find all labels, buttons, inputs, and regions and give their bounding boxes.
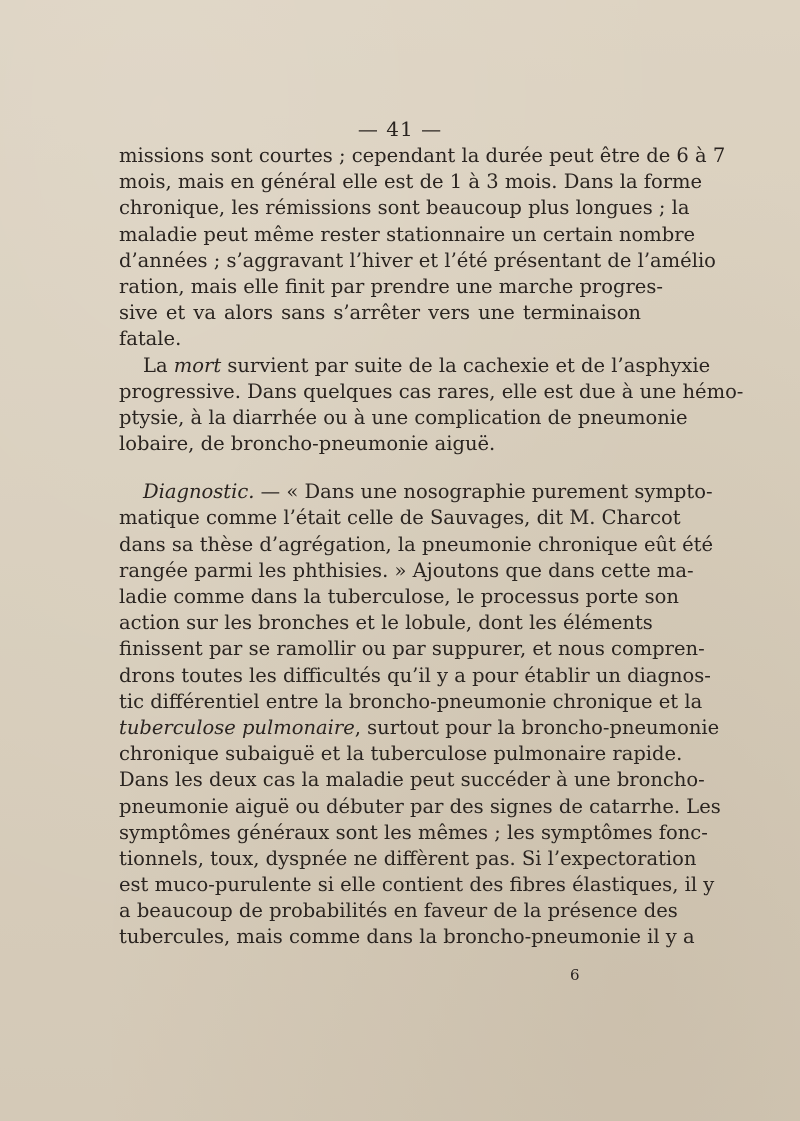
text-line: Diagnostic. — « Dans une nosographie purement sympto- [143,480,713,504]
italic-term: mort [173,353,222,377]
text-line: chronique, les rémissions sont beaucoup plus longues ; la [119,196,690,220]
text-line: a beaucoup de probabilités en faveur de la présence des [119,899,678,923]
italic-term: tuberculose pulmonaire [119,715,355,739]
body-text [119,143,744,951]
text-line: symptômes généraux sont les mêmes ; les symptômes fonc- [119,820,708,844]
text-line: tuberculose pulmonaire, surtout pour la broncho-pneumonie [119,715,720,739]
text-line: ptysie, à la diarrhée ou à une complication de pneumonie [119,405,688,429]
text-line: tubercules, mais comme dans la broncho-pneumonie il y a [119,925,695,949]
text-line: est muco-purulente si elle contient des fibres élastiques, il y [119,873,715,897]
text-line: lobaire, de broncho-pneumonie aiguë. [119,432,496,456]
text-line: Dans les deux cas la maladie peut succéder à une broncho- [119,768,705,792]
text-line: La mort survient par suite de la cachexie et de l’asphyxie [143,353,711,377]
text-line: tionnels, toux, dyspnée ne diffèrent pas. Si l’expectoration [119,846,697,870]
text-line: drons toutes les difficultés qu’il y a pour établir un diagnos- [119,663,711,687]
paragraph-remissions [119,143,726,353]
signature-mark: 6 [570,966,580,984]
text-line: rangée parmi les phthisies. » Ajoutons que dans cette ma- [119,558,694,582]
text-line: matique comme l’était celle de Sauvages, dit M. Charcot [119,506,681,530]
text-line: chronique subaiguë et la tuberculose pulmonaire rapide. [119,742,683,766]
text-line: sive et va alors sans s’arrêter vers une terminaison [119,301,641,325]
text-line: tic différentiel entre la broncho-pneumonie chronique et la [119,689,703,713]
text-line: finissent par se ramollir ou par suppurer, et nous compren- [119,637,705,661]
text-line: ration, mais elle finit par prendre une marche progres- [119,274,663,298]
paragraph-death [119,353,744,458]
paragraph-diagnostic [119,479,721,950]
page-number: — 41 — [357,117,443,141]
text-line: pneumonie aiguë ou débuter par des signes de catarrhe. Les [119,794,721,818]
text-line: ladie comme dans la tuberculose, le processus porte son [119,585,679,608]
text-line: progressive. Dans quelques cas rares, elle est due à une hémo- [119,379,744,403]
text-line: fatale. [119,327,182,351]
text-line: action sur les bronches et le lobule, dont les éléments [119,611,653,635]
text-line: d’années ; s’aggravant l’hiver et l’été présentant de l’amélio [119,248,716,272]
text-line: mois, mais en général elle est de 1 à 3 mois. Dans la forme [119,170,703,194]
text-line: maladie peut même rester stationnaire un certain nombre [119,222,696,246]
text-line: dans sa thèse d’agrégation, la pneumonie chronique eût été [119,532,714,556]
section-heading: Diagnostic. [143,480,255,504]
text-line: missions sont courtes ; cependant la durée peut être de 6 à 7 [119,144,726,167]
